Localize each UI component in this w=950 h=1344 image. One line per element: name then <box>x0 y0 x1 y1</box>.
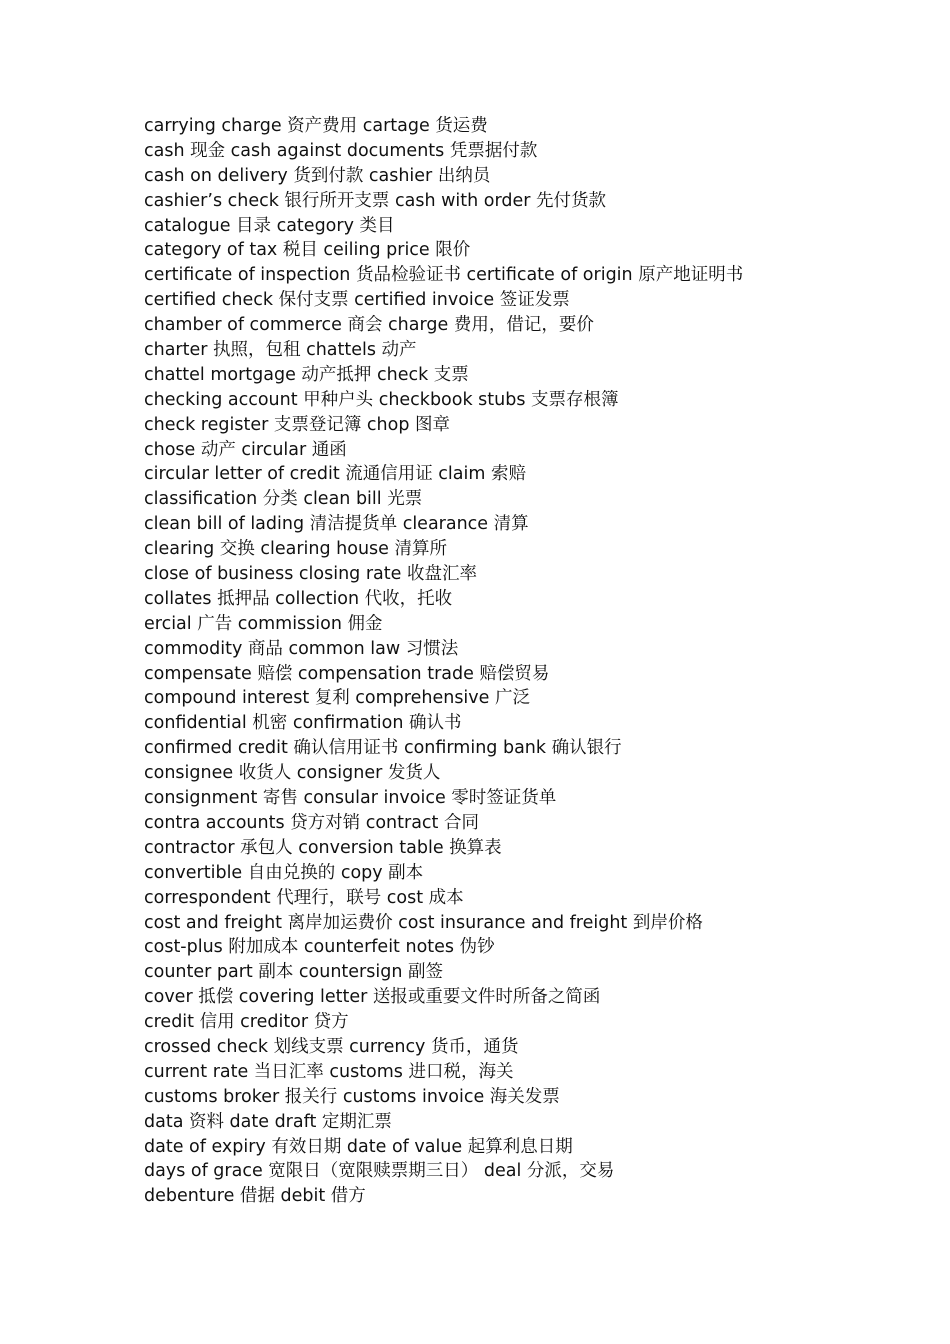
glossary-line: consignment 寄售 consular invoice 零时签证货单 <box>144 788 557 809</box>
glossary-line: days of grace 宽限日（宽限赎票期三日） deal 分派，交易 <box>144 1161 615 1182</box>
glossary-line: contra accounts 贷方对销 contract 合同 <box>144 812 479 833</box>
glossary-line: customs broker 报关行 customs invoice 海关发票 <box>144 1086 560 1107</box>
glossary-line: cash 现金 cash against documents 凭票据付款 <box>144 140 538 161</box>
glossary-line: compound interest 复利 comprehensive 广泛 <box>144 688 530 709</box>
glossary-line: carrying charge 资产费用 cartage 货运费 <box>144 116 488 136</box>
glossary-line: cash on delivery 货到付款 cashier 出纳员 <box>144 165 491 186</box>
glossary-line: current rate 当日汇率 customs 进口税，海关 <box>144 1061 514 1082</box>
glossary-line: cover 抵偿 covering letter 送报或重要文件时所备之简函 <box>144 987 601 1008</box>
glossary-line: certificate of inspection 货品检验证书 certificate of origin 原产地证明书 <box>144 265 744 286</box>
glossary-line: close of business closing rate 收盘汇率 <box>144 564 477 585</box>
glossary-line: checking account 甲种户头 checkbook stubs 支票存根簿 <box>144 389 619 410</box>
glossary-line: catalogue 目录 category 类目 <box>144 215 395 236</box>
glossary-line: chose 动产 circular 通函 <box>144 439 347 460</box>
glossary-line: cashier’s check 银行所开支票 cash with order 先付货款 <box>144 190 607 211</box>
glossary-line: commodity 商品 common law 习惯法 <box>144 638 459 659</box>
glossary-line: clearing 交换 clearing house 清算所 <box>144 539 447 560</box>
glossary-line: compensate 赔偿 compensation trade 赔偿贸易 <box>144 663 550 684</box>
glossary-line: correspondent 代理行，联号 cost 成本 <box>144 887 464 908</box>
glossary-line: cost-plus 附加成本 counterfeit notes 伪钞 <box>144 937 495 958</box>
glossary-line: certified check 保付支票 certified invoice 签证发票 <box>144 290 570 311</box>
glossary-line: convertible 自由兑换的 copy 副本 <box>144 862 424 883</box>
glossary-line: cost and freight 离岸加运费价 cost insurance and freight 到岸价格 <box>144 912 703 933</box>
glossary-line: data 资料 date draft 定期汇票 <box>144 1111 392 1132</box>
glossary-line: classification 分类 clean bill 光票 <box>144 489 423 510</box>
glossary-line: chamber of commerce 商会 charge 费用，借记，要价 <box>144 315 594 336</box>
glossary-line: circular letter of credit 流通信用证 claim 索赔 <box>144 464 526 485</box>
glossary-line: confirmed credit 确认信用证书 confirming bank 确认银行 <box>144 738 622 759</box>
glossary-line: ercial 广告 commission 佣金 <box>144 613 383 634</box>
glossary-line: clean bill of lading 清洁提货单 clearance 清算 <box>144 514 529 535</box>
glossary-line: counter part 副本 countersign 副签 <box>144 962 443 983</box>
glossary-line: consignee 收货人 consigner 发货人 <box>144 763 441 784</box>
glossary-line: debenture 借据 debit 借方 <box>144 1186 366 1207</box>
glossary-line: category of tax 税目 ceiling price 限价 <box>144 240 471 261</box>
glossary-line: confidential 机密 confirmation 确认书 <box>144 713 462 734</box>
glossary-line: contractor 承包人 conversion table 换算表 <box>144 837 502 858</box>
glossary-line: chattel mortgage 动产抵押 check 支票 <box>144 364 469 385</box>
glossary-line: credit 信用 creditor 贷方 <box>144 1012 349 1033</box>
glossary-line: collates 抵押品 collection 代收，托收 <box>144 588 453 609</box>
glossary-line: check register 支票登记簿 chop 图章 <box>144 414 451 435</box>
glossary-line: charter 执照，包租 chattels 动产 <box>144 340 417 361</box>
glossary-list <box>144 114 924 1209</box>
glossary-line: crossed check 划线支票 currency 货币，通货 <box>144 1036 519 1057</box>
glossary-line: date of expiry 有效日期 date of value 起算利息日期 <box>144 1136 573 1157</box>
